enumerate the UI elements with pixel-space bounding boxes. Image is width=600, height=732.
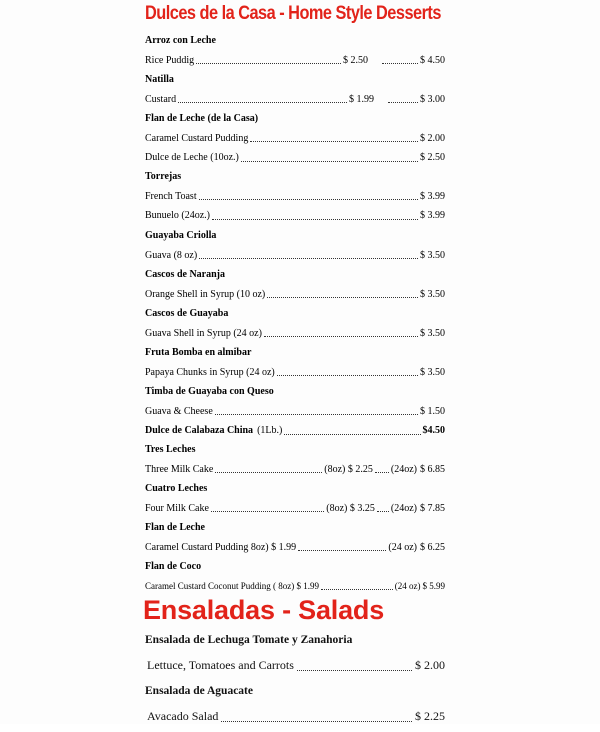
leader-dots: [277, 363, 418, 377]
section-heading: Ensalada de Lechuga Tomate y Zanahoria: [145, 634, 353, 646]
leader-dots: [388, 90, 418, 104]
menu-item: Four Milk Cake (8oz) $ 3.25 (24oz) $ 7.85: [145, 499, 445, 519]
dessert-section-naranja: [145, 265, 445, 304]
leader-dots: [297, 650, 412, 671]
section-heading: Guayaba Criolla: [145, 230, 217, 241]
menu-item: Caramel Custard Pudding $ 2.00: [145, 129, 445, 149]
dessert-section-tres-leches: [145, 440, 445, 479]
dessert-section-arroz: [145, 31, 445, 70]
menu-item: Rice Puddig $ 2.50 $ 4.50: [145, 51, 445, 71]
leader-dots: [199, 246, 418, 260]
menu-item: Dulce de Leche (10oz.) $ 2.50: [145, 148, 445, 168]
section-heading: Cuatro Leches: [145, 483, 208, 494]
leader-dots: [241, 148, 418, 162]
leader-dots: [178, 90, 347, 104]
leader-dots: [221, 701, 412, 722]
leader-dots: [382, 51, 418, 65]
leader-dots: [211, 499, 324, 513]
leader-dots: [264, 324, 418, 338]
leader-dots: [321, 577, 393, 591]
dessert-section-torrejas: [145, 167, 445, 226]
section-heading: Arroz con Leche: [145, 35, 216, 46]
section-heading: Flan de Coco: [145, 561, 202, 572]
dessert-section-cuatro-leches: [145, 479, 445, 518]
leader-dots: [250, 129, 418, 143]
dessert-section-flan-leche: [145, 518, 445, 557]
section-heading: Ensalada de Aguacate: [145, 685, 253, 697]
section-heading: Natilla: [145, 74, 174, 85]
leader-dots: [375, 460, 389, 474]
menu-item: Dulce de Calabaza China (1Lb.) $4.50: [145, 421, 445, 441]
salads-section: [145, 630, 445, 732]
section-heading: Fruta Bomba en almibar: [145, 347, 252, 358]
menu-item: Papaya Chunks in Syrup (24 oz) $ 3.50: [145, 363, 445, 383]
leader-dots: [284, 421, 420, 435]
salads-title: Ensaladas - Salads: [143, 595, 385, 625]
menu-item: Guava & Cheese $ 1.50: [145, 402, 445, 422]
leader-dots: [212, 206, 418, 220]
menu-item: Lettuce, Tomatoes and Carrots $ 2.00: [145, 650, 445, 681]
desserts-title: Dulces de la Casa - Home Style Desserts: [145, 3, 441, 24]
dessert-section-flan-coco: [145, 557, 445, 596]
section-heading: Flan de Leche: [145, 522, 205, 533]
menu-item: Custard $ 1.99 $ 3.00: [145, 90, 445, 110]
dessert-section-flan-casa: [145, 109, 445, 168]
leader-dots: [196, 51, 341, 65]
menu-item: Guava Shell in Syrup (24 oz) $ 3.50: [145, 324, 445, 344]
menu-item: Three Milk Cake (8oz) $ 2.25 (24oz) $ 6.85: [145, 460, 445, 480]
menu-item: Guava (8 oz) $ 3.50: [145, 246, 445, 266]
section-heading: Tres Leches: [145, 444, 196, 455]
menu-item: Orange Shell in Syrup (10 oz) $ 3.50: [145, 285, 445, 305]
menu-item: Avacado Salad $ 2.25: [145, 701, 445, 732]
section-heading: Torrejas: [145, 171, 182, 182]
leader-dots: [199, 187, 418, 201]
dessert-section-natilla: [145, 70, 445, 109]
leader-dots: [298, 538, 386, 552]
menu-item: Caramel Custard Pudding 8oz) $ 1.99 (24 oz) $ 6.25: [145, 538, 445, 558]
dessert-section-timba: [145, 382, 445, 441]
leader-dots: [215, 402, 418, 416]
leader-dots: [267, 285, 418, 299]
dessert-section-guayaba: [145, 226, 445, 265]
section-heading: Cascos de Guayaba: [145, 308, 229, 319]
leader-dots: [377, 499, 389, 513]
dessert-section-cascos-guayaba: [145, 304, 445, 343]
section-heading: Flan de Leche (de la Casa): [145, 113, 259, 124]
section-heading: Cascos de Naranja: [145, 269, 225, 280]
dessert-section-fruta-bomba: [145, 343, 445, 382]
leader-dots: [215, 460, 322, 474]
menu-item: Bunuelo (24oz.) $ 3.99: [145, 206, 445, 226]
section-heading: Timba de Guayaba con Queso: [145, 386, 274, 397]
menu-item: Caramel Custard Coconut Pudding ( 8oz) $ 1.99 (24 oz) $ 5.99: [145, 577, 445, 597]
menu-item: French Toast $ 3.99: [145, 187, 445, 207]
